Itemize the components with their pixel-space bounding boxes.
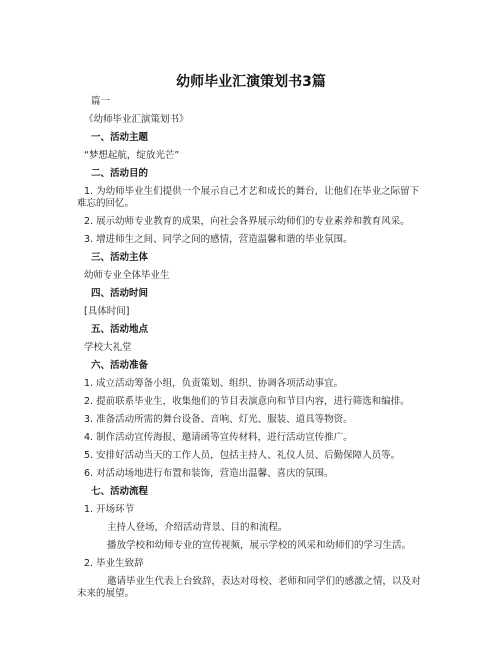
body-text-line: 3. 准备活动所需的舞台设备、音响、灯光、服装、道具等物资。 — [84, 414, 353, 425]
body-text-line: 2. 毕业生致辞 — [84, 558, 144, 569]
body-text-line: 1. 成立活动筹备小组，负责策划、组织、协调各项活动事宜。 — [84, 378, 344, 389]
document-title: 幼师毕业汇演策划书3篇 — [176, 74, 326, 90]
section-heading: 二、活动目的 — [91, 168, 149, 179]
section-heading: 一、活动主题 — [91, 132, 149, 143]
body-text-line: 1. 为幼师毕业生们提供一个展示自己才艺和成长的舞台，让他们在毕业之际留下难忘的回忆。 — [77, 186, 420, 209]
body-text-line: 学校大礼堂 — [84, 342, 132, 353]
body-text-line: 主持人登场，介绍活动背景、目的和流程。 — [107, 522, 288, 533]
body-text-line: “梦想起航，绽放光芒” — [84, 150, 180, 161]
body-text-line: 《幼师毕业汇演策划书》 — [84, 114, 189, 125]
section-heading: 六、活动准备 — [91, 360, 149, 371]
body-text-line: 播放学校和幼师专业的宣传视频，展示学校的风采和幼师们的学习生活。 — [107, 540, 412, 551]
document-body — [77, 96, 427, 606]
body-text-line: 2. 展示幼师专业教育的成果，向社会各界展示幼师们的专业素养和教育风采。 — [84, 216, 410, 227]
body-text-line: 3. 增进师生之间、同学之间的感情，营造温馨和谐的毕业氛围。 — [84, 234, 353, 245]
body-text-line: 邀请毕业生代表上台致辞，表达对母校、老师和同学们的感激之情，以及对未来的展望。 — [77, 576, 421, 599]
body-text-line: 2. 提前联系毕业生，收集他们的节目表演意向和节目内容，进行筛选和编排。 — [84, 396, 410, 407]
body-text-line: [具体时间] — [84, 306, 130, 317]
body-text-line: 6. 对活动场地进行布置和装饰，营造出温馨、喜庆的氛围。 — [84, 468, 334, 479]
section-heading: 七、活动流程 — [91, 486, 149, 497]
section-heading: 五、活动地点 — [91, 324, 149, 335]
section-heading: 四、活动时间 — [91, 288, 149, 299]
section-heading: 三、活动主体 — [91, 252, 149, 263]
body-text-line: 4. 制作活动宣传海报、邀请函等宣传材料，进行活动宣传推广。 — [84, 432, 353, 443]
body-text-line: 篇一 — [91, 96, 111, 107]
body-text-line: 5. 安排好活动当天的工作人员，包括主持人、礼仪人员、后勤保障人员等。 — [84, 450, 401, 461]
body-text-line: 1. 开场环节 — [84, 504, 135, 515]
body-text-line: 幼师专业全体毕业生 — [84, 270, 170, 281]
